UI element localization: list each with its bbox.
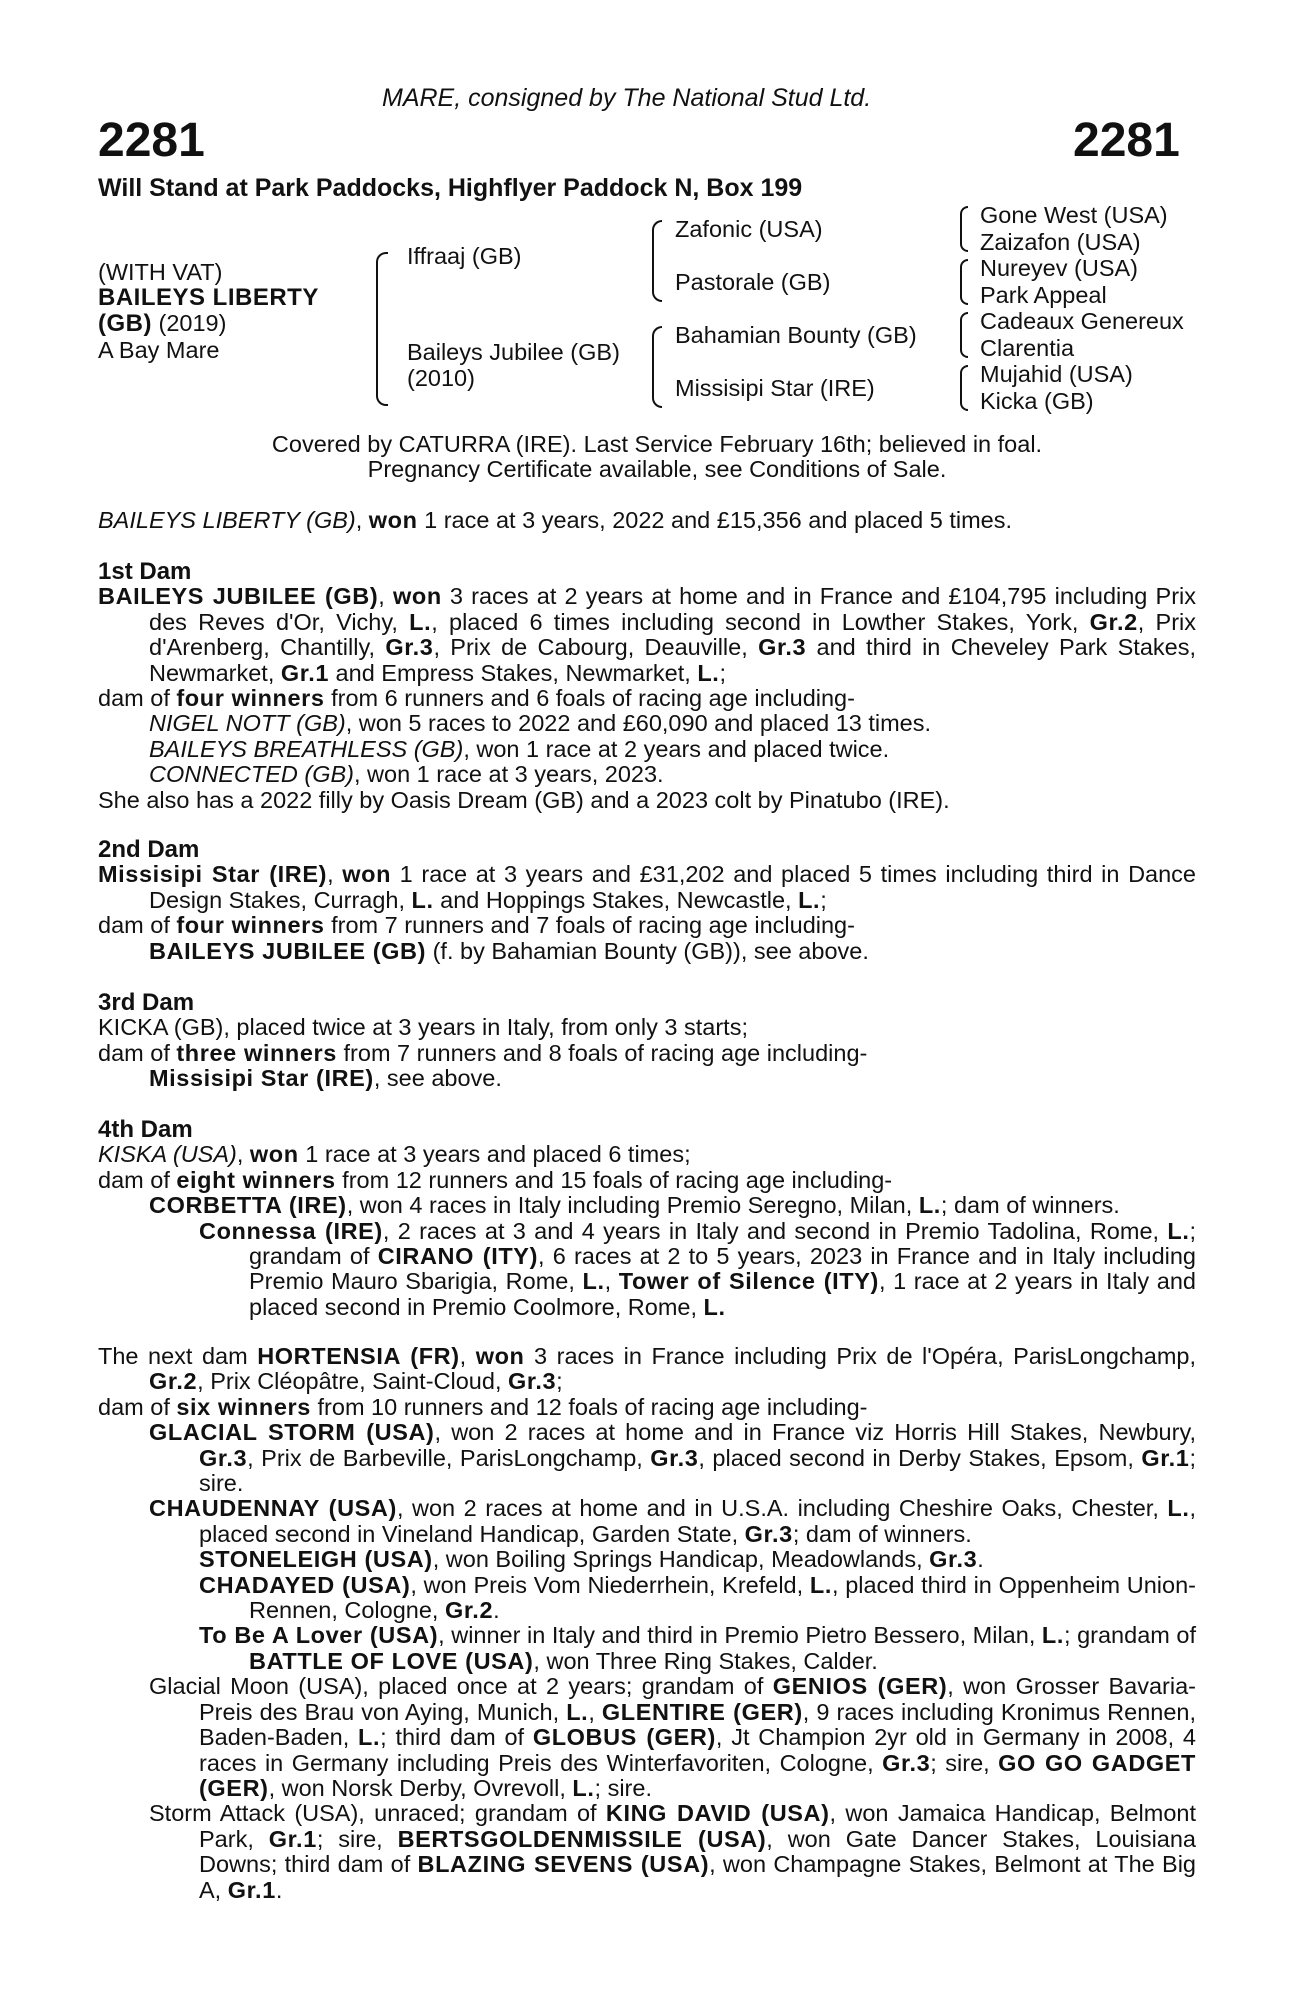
foals-note: She also has a 2022 filly by Oasis Dream (GB) and a 2023 colt by Pinatubo (IRE). [98, 786, 950, 813]
pedigree-brace-sire [652, 220, 662, 302]
text: dam of [98, 1166, 177, 1193]
produce-summary [98, 686, 1196, 711]
won-label: won [249, 1141, 299, 1168]
pedigree-g7: Mujahid (USA) [980, 361, 1133, 387]
section-heading: 2nd Dam [98, 836, 200, 863]
first-dam-section [98, 559, 1196, 813]
pedigree-dam-sire: Bahamian Bounty (GB) [675, 322, 917, 348]
text: . [977, 1546, 984, 1573]
text: , won Grosser Bavaria-Preis des Brau von Aying, Munich, [199, 1673, 1196, 1725]
horse-description: A Bay Mare [98, 337, 220, 363]
horse-name-italic: CONNECTED (GB) [149, 761, 354, 788]
summary-name: BAILEYS LIBERTY (GB) [98, 507, 356, 533]
text: , won 1 race at 2 years and placed twice. [463, 735, 890, 762]
produce-summary [98, 1395, 1196, 1420]
text: , won 4 races in Italy including Premio Seregno, Milan, [346, 1192, 919, 1219]
listed-label: L. [1167, 1217, 1190, 1244]
pedigree-brace-g2 [960, 259, 968, 305]
dam-record [98, 584, 1196, 686]
text: ; grandam of [249, 1217, 1196, 1270]
text: ; sire, [316, 1825, 398, 1852]
pedigree-dam: Baileys Jubilee (GB) [407, 339, 620, 365]
text: , Prix Cléopâtre, Saint-Cloud, [197, 1368, 508, 1395]
summary-won: won [368, 507, 418, 533]
text: ; dam of winners. [940, 1192, 1120, 1219]
horse-name-bold: Missisipi Star (IRE) [98, 861, 328, 888]
dam-record [98, 1344, 1196, 1395]
horse-name-bold: CORBETTA (IRE) [149, 1192, 347, 1219]
text: Glacial Moon (USA), placed once at 2 years; grandam of [149, 1673, 773, 1700]
produce-entry [98, 1547, 1196, 1572]
winners-count: four winners [176, 912, 325, 939]
horse-name-bold: Missisipi Star (IRE) [149, 1065, 374, 1092]
horse-year: (2019) [151, 310, 227, 336]
horse-name: BAILEYS LIBERTY [98, 284, 319, 311]
produce-entry [98, 1219, 1196, 1321]
text: . [275, 1876, 283, 1903]
produce-summary [98, 913, 1196, 938]
text: , won Boiling Springs Handicap, Meadowlands, [432, 1546, 930, 1573]
pedigree-brace-g3 [960, 312, 968, 358]
group-label: Gr.1 [1141, 1444, 1190, 1471]
text: from 7 runners and 8 foals of racing age including- [336, 1039, 868, 1066]
text: , won Norsk Derby, Ovrevoll, [268, 1774, 573, 1801]
group-label: Gr.1 [280, 659, 330, 686]
winners-count: eight winners [176, 1166, 336, 1193]
text: , [236, 1141, 250, 1168]
text: , 1 race at 2 years in Italy and placed second in Premio Coolmore, Rome, [249, 1268, 1196, 1320]
horse-name-bold: BERTSGOLDENMISSILE (USA) [397, 1825, 767, 1852]
group-label: Gr.3 [508, 1368, 557, 1395]
text: from 10 runners and 12 foals of racing age including- [310, 1393, 868, 1420]
text: , won Three Ring Stakes, Calder. [533, 1647, 878, 1674]
group-label: Gr.3 [758, 634, 807, 661]
summary-text: , [355, 507, 369, 533]
horse-name-bold: BLAZING SEVENS (USA) [417, 1851, 710, 1878]
horse-name-bold: BAILEYS JUBILEE (GB) [149, 937, 427, 964]
won-label: won [342, 861, 392, 888]
consignment-line: MARE, consigned by The National Stud Ltd. [382, 84, 872, 112]
horse-name-bold: GLOBUS (GER) [532, 1724, 716, 1751]
text: , [459, 1343, 476, 1369]
text: , placed 6 times including second in Lowther Stakes, York, [431, 608, 1090, 635]
horse-name-bold: Tower of Silence (ITY) [618, 1268, 879, 1295]
listed-label: L. [697, 659, 720, 686]
horse-name-bold: CIRANO (ITY) [377, 1243, 539, 1270]
horse-name-bold: GLENTIRE (GER) [601, 1698, 803, 1725]
text: , 2 races at 3 and 4 years in Italy and second in Premio Tadolina, Rome, [382, 1217, 1168, 1244]
pedigree-g4: Park Appeal [980, 282, 1107, 308]
stand-location: Will Stand at Park Paddocks, Highflyer Paddock N, Box 199 [98, 174, 803, 202]
horse-name-bold: STONELEIGH (USA) [199, 1546, 433, 1573]
text: , won Gate Dancer Stakes, Louisiana Downs; third dam of [199, 1825, 1197, 1878]
section-heading: 3rd Dam [98, 989, 195, 1016]
listed-label: L. [572, 1774, 595, 1801]
text: , [378, 583, 393, 610]
text: , won 5 races to 2022 and £60,090 and placed 13 times. [345, 710, 932, 737]
text: ; grandam of [1064, 1622, 1196, 1649]
listed-label: L. [703, 1293, 726, 1320]
horse-name-bold: KING DAVID (USA) [605, 1800, 830, 1827]
group-label: Gr.3 [650, 1444, 699, 1471]
dam-record [98, 1142, 1196, 1167]
text: from 6 runners and 6 foals of racing age including- [324, 685, 855, 712]
text: , Prix d'Arenberg, Chantilly, [149, 608, 1197, 661]
lot-number-left: 2281 [98, 114, 205, 167]
text: . [493, 1597, 500, 1624]
text: and Hoppings Stakes, Newcastle, [433, 886, 799, 913]
winners-count: three winners [176, 1039, 337, 1066]
pedigree-g2: Zaizafon (USA) [980, 229, 1141, 255]
text: dam of [98, 1039, 177, 1066]
fourth-dam-section [98, 1117, 1196, 1320]
group-label: Gr.3 [929, 1546, 978, 1573]
pregnancy-notice: Pregnancy Certificate available, see Conditions of Sale. [367, 456, 947, 482]
summary-text: 1 race at 3 years, 2022 and £15,356 and placed 5 times. [417, 507, 1013, 533]
produce-entry [98, 1193, 1196, 1218]
pedigree-g3: Nureyev (USA) [980, 255, 1139, 281]
text: , Prix de Barbeville, ParisLongchamp, [247, 1444, 651, 1471]
group-label: Gr.2 [149, 1368, 198, 1395]
text: , winner in Italy and third in Premio Pietro Bessero, Milan, [438, 1622, 1042, 1649]
text: ; sire, [930, 1749, 999, 1776]
group-label: Gr.1 [227, 1876, 276, 1903]
pedigree-brace-g1 [960, 206, 968, 252]
text: ; [719, 659, 726, 686]
group-label: Gr.1 [268, 1825, 317, 1852]
produce-summary [98, 1041, 1196, 1066]
winners-count: four winners [176, 685, 325, 712]
pedigree-brace-dam [652, 326, 662, 408]
group-label: Gr.2 [1089, 608, 1138, 635]
pedigree-g8: Kicka (GB) [980, 388, 1094, 414]
horse-name-bold: CHAUDENNAY (USA) [149, 1495, 397, 1522]
text: , [588, 1698, 602, 1725]
dam-record [98, 862, 1196, 913]
text: , won Jamaica Handicap, Belmont Park, [199, 1800, 1196, 1852]
produce-entry [98, 1066, 1196, 1091]
listed-label: L. [566, 1698, 589, 1725]
produce-entry [98, 762, 1196, 787]
text: , 9 races including Kronimus Rennen, Baden-Baden, [199, 1698, 1197, 1751]
pedigree-sire-dam: Pastorale (GB) [675, 269, 831, 295]
produce-entry [98, 711, 1196, 736]
text: ; sire. [594, 1774, 652, 1801]
produce-entry [98, 939, 1196, 964]
second-dam-section [98, 837, 1196, 964]
horse-country-year [98, 311, 226, 336]
produce-entry [98, 737, 1196, 762]
text: dam of [98, 685, 177, 712]
third-dam-section [98, 990, 1196, 1092]
text: , placed second in Derby Stakes, Epsom, [698, 1444, 1142, 1471]
horse-name-bold: BAILEYS JUBILEE (GB) [98, 583, 379, 610]
text: , [327, 861, 343, 888]
text: dam of [98, 1393, 177, 1420]
horse-name-italic: NIGEL NOTT (GB) [149, 710, 346, 737]
pedigree-dam-year: (2010) [407, 365, 475, 391]
listed-label: L. [582, 1268, 605, 1295]
text: from 12 runners and 15 foals of racing age including- [335, 1166, 893, 1193]
text: dam of [98, 912, 177, 939]
pedigree-dam-dam: Missisipi Star (IRE) [675, 375, 875, 401]
pedigree-brace-g4 [960, 365, 968, 411]
listed-label: L. [809, 1571, 832, 1598]
produce-entry [98, 1420, 1196, 1496]
text: 1 race at 3 years and placed 6 times; [298, 1141, 691, 1168]
listed-label: L. [1041, 1622, 1064, 1649]
lot-number-right: 2281 [1073, 114, 1180, 167]
next-dam-section [98, 1344, 1196, 1903]
text: ; sire. [199, 1444, 1197, 1497]
horse-name-bold: GENIOS (GER) [772, 1673, 948, 1700]
text: , won 1 race at 3 years, 2023. [353, 761, 664, 788]
text: Storm Attack (USA), unraced; grandam of [149, 1800, 606, 1827]
text: , won Champagne Stakes, Belmont at The Big A, [199, 1851, 1196, 1903]
won-label: won [392, 583, 442, 610]
text: , won 2 races at home and in France viz Horris Hill Stakes, Newbury, [434, 1419, 1196, 1446]
text: , see above. [373, 1065, 502, 1092]
text: ; dam of winners. [792, 1520, 972, 1547]
group-label: Gr.3 [882, 1749, 931, 1776]
listed-label: L. [409, 608, 432, 635]
listed-label: L. [918, 1192, 941, 1219]
vat-note: (WITH VAT) [98, 259, 223, 285]
group-label: Gr.2 [444, 1597, 494, 1624]
text: 3 races at 2 years at home and in France and £104,795 including Prix des Reves d'Or, Vichy, [149, 583, 1196, 635]
text: ; third dam of [380, 1724, 533, 1751]
text: 3 races in France including Prix de l'Opéra, ParisLongchamp, [524, 1343, 1197, 1369]
produce-entry [98, 1623, 1196, 1674]
horse-name-italic: KISKA (USA) [98, 1141, 237, 1168]
produce-entry [98, 1674, 1196, 1801]
pedigree-g1: Gone West (USA) [980, 202, 1168, 228]
pedigree-g6: Clarentia [980, 335, 1075, 361]
listed-label: L. [358, 1724, 381, 1751]
won-label: won [475, 1343, 525, 1369]
text: , won Preis Vom Niederrhein, Krefeld, [410, 1571, 810, 1598]
text: ; [556, 1368, 563, 1395]
horse-name-bold: GO GO GADGET (GER) [199, 1749, 1196, 1801]
group-label: Gr.3 [199, 1444, 248, 1471]
listed-label: L. [1167, 1495, 1190, 1522]
covering-notice: Covered by CATURRA (IRE). Last Service February 16th; believed in foal. [271, 431, 1043, 457]
text: from 7 runners and 7 foals of racing age including- [324, 912, 855, 939]
pedigree-g5: Cadeaux Genereux [980, 308, 1184, 334]
pedigree-sire-sire: Zafonic (USA) [675, 216, 823, 242]
text: , 6 races at 2 to 5 years, 2023 in France and in Italy including Premio Mauro Sbarigia, Rome, [249, 1243, 1197, 1295]
horse-name-bold: HORTENSIA (FR) [257, 1343, 460, 1369]
text: ; [820, 886, 827, 913]
group-label: Gr.3 [744, 1520, 793, 1547]
group-label: Gr.3 [385, 634, 434, 661]
text: , won 2 races at home and in U.S.A. including Cheshire Oaks, Chester, [396, 1495, 1168, 1522]
text: , [604, 1268, 619, 1295]
text: , Jt Champion 2yr old in Germany in 2008, 4 races in Germany including Preis des Winterfavoriten, Cologne, [199, 1724, 1196, 1776]
horse-country: (GB) [98, 310, 152, 337]
section-heading: 4th Dam [98, 1116, 193, 1143]
text: The next dam [98, 1343, 258, 1369]
text: 1 race at 3 years and £31,202 and placed 5 times including third in Dance Design Stakes, Curragh, [149, 861, 1196, 913]
text: (f. by Bahamian Bounty (GB)), see above. [426, 937, 869, 964]
produce-entry [98, 1496, 1196, 1547]
horse-name-italic: BAILEYS BREATHLESS (GB) [149, 735, 464, 762]
text: , placed second in Vineland Handicap, Garden State, [199, 1495, 1197, 1547]
horse-name-bold: Connessa (IRE) [199, 1217, 383, 1244]
produce-entry [98, 1573, 1196, 1624]
pedigree-sire: Iffraaj (GB) [407, 243, 522, 269]
text: , Prix de Cabourg, Deauville, [433, 634, 759, 661]
dam-record: KICKA (GB), placed twice at 3 years in Italy, from only 3 starts; [98, 1014, 748, 1041]
listed-label: L. [798, 886, 821, 913]
listed-label: L. [411, 886, 434, 913]
horse-name-bold: CHADAYED (USA) [199, 1571, 411, 1598]
race-summary [98, 508, 1196, 533]
text: , placed third in Oppenheim Union-Rennen, Cologne, [249, 1571, 1196, 1624]
horse-name-bold: BATTLE OF LOVE (USA) [249, 1647, 534, 1674]
pedigree-brace-main [376, 252, 388, 406]
text: and Empress Stakes, Newmarket, [329, 659, 698, 686]
text: and third in Cheveley Park Stakes, Newmarket, [149, 634, 1196, 686]
winners-count: six winners [176, 1393, 311, 1420]
produce-entry [98, 1801, 1196, 1903]
horse-name-bold: GLACIAL STORM (USA) [149, 1419, 435, 1446]
horse-name-bold: To Be A Lover (USA) [199, 1622, 439, 1649]
produce-summary [98, 1168, 1196, 1193]
section-heading: 1st Dam [98, 558, 192, 585]
